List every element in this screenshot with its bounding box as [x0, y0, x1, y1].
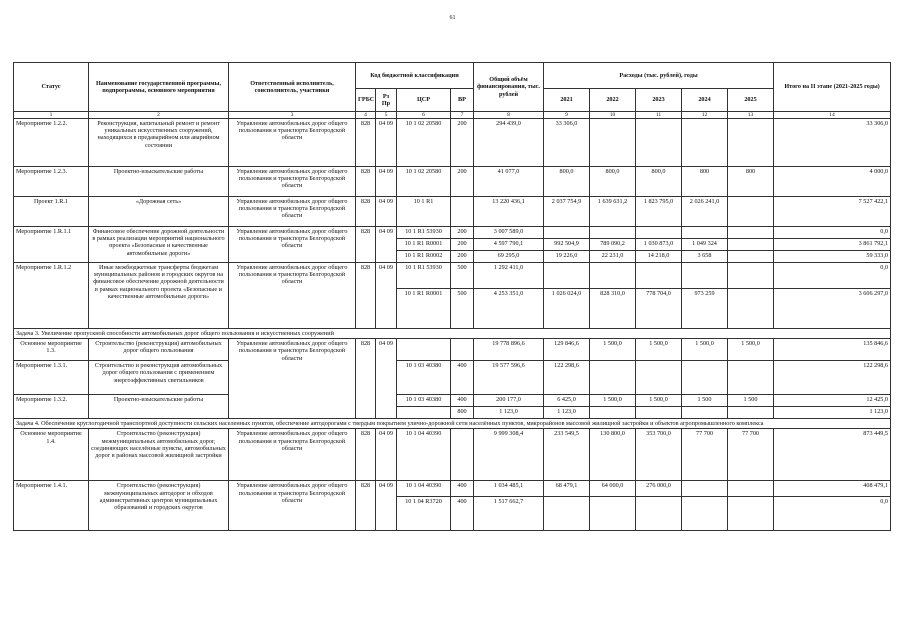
y2021-cell: 33 306,0: [544, 119, 590, 167]
name-cell: Строительство (реконструкция) автомобильных дорог общего пользования: [89, 339, 229, 361]
y2022-cell: [590, 361, 636, 395]
y2021-cell: [544, 263, 590, 289]
rzpr-cell: 04 09: [376, 227, 397, 263]
vr-cell: 200: [451, 119, 474, 167]
y2023-cell: 353 700,0: [636, 429, 682, 481]
executor-cell: Управление автомобильных дорог общего пользования и транспорта Белгородской области: [229, 119, 356, 167]
y2022-cell: 1 639 631,2: [590, 197, 636, 227]
header-csr: ЦСР: [397, 89, 451, 112]
rzpr-cell: 04 09: [376, 429, 397, 481]
y2022-cell: 828 310,0: [590, 289, 636, 329]
name-cell: Проектно-изыскательские работы: [89, 395, 229, 419]
y2023-cell: 276 000,0: [636, 481, 682, 497]
executor-cell: Управление автомобильных дорог общего пользования и транспорта Белгородской области: [229, 227, 356, 263]
total-cell: 13 220 436,1: [474, 197, 544, 227]
y2025-cell: 1 500: [728, 395, 774, 407]
column-number: 8: [474, 112, 544, 119]
y2024-cell: 3 658: [682, 251, 728, 263]
vr-cell: 200: [451, 167, 474, 197]
executor-cell: Управление автомобильных дорог общего пользования и транспорта Белгородской области: [229, 263, 356, 329]
vr-cell: [451, 339, 474, 361]
table-row: [14, 481, 891, 497]
y2022-cell: [590, 263, 636, 289]
csr-cell: 10 1 04 R3720: [397, 497, 451, 531]
table-row: [14, 395, 891, 407]
table-row: [14, 119, 891, 167]
vr-cell: 500: [451, 289, 474, 329]
status-cell: Мероприятие 1.2.3.: [14, 167, 89, 197]
name-cell: Иные межбюджетные трансферты бюджетам муниципальных районов и городских округов на финансовое обеспечение дорожной деятельности в рамках национального проекта «Безопасные и качественные автомобильные дороги»: [89, 263, 229, 329]
y2021-cell: 68 479,1: [544, 481, 590, 497]
y2022-cell: [590, 119, 636, 167]
column-number: 12: [682, 112, 728, 119]
y2025-cell: [728, 239, 774, 251]
header-budget-code: Код бюджетной классификации: [356, 63, 474, 89]
name-cell: Строительство и реконструкция автомобильных дорог общего пользования с применением энергоэффективных светильников: [89, 361, 229, 395]
task-row: [14, 419, 891, 429]
y2021-cell: [544, 497, 590, 531]
y2023-cell: [636, 361, 682, 395]
total-cell: 1 123,0: [474, 407, 544, 419]
itogo-cell: 59 333,0: [774, 251, 891, 263]
header-vr: ВР: [451, 89, 474, 112]
y2024-cell: [682, 407, 728, 419]
grbs-cell: 828: [356, 429, 376, 481]
y2025-cell: [728, 251, 774, 263]
itogo-cell: 4 000,0: [774, 167, 891, 197]
column-numbers-row: [14, 112, 891, 119]
grbs-cell: 828: [356, 167, 376, 197]
y2023-cell: 14 218,0: [636, 251, 682, 263]
y2025-cell: [728, 119, 774, 167]
y2025-cell: [728, 289, 774, 329]
y2024-cell: 2 026 241,0: [682, 197, 728, 227]
total-cell: 9 999 308,4: [474, 429, 544, 481]
y2023-cell: [636, 407, 682, 419]
y2025-cell: [728, 497, 774, 531]
column-number: 14: [774, 112, 891, 119]
y2021-cell: 800,0: [544, 167, 590, 197]
name-cell: Строительство (реконструкция) межмуниципальных автомобильных дорог, соединяющих населённые пункты, автомобильных дорог в районах массовой жилищной застройки: [89, 429, 229, 481]
header-expenses: Расходы (тыс. рублей), годы: [544, 63, 774, 89]
y2024-cell: 1 500: [682, 395, 728, 407]
task-3-heading: Задача 3. Увеличение пропускной способности автомобильных дорог общего пользования и искусственных сооружений: [14, 329, 891, 339]
itogo-cell: 0,0: [774, 227, 891, 239]
grbs-cell: 828: [356, 481, 376, 531]
grbs-cell: 828: [356, 263, 376, 329]
y2021-cell: 1 026 024,0: [544, 289, 590, 329]
csr-cell: 10 1 R1 R0001: [397, 239, 451, 251]
rzpr-cell: 04 09: [376, 167, 397, 197]
header-year: 2025: [728, 89, 774, 112]
y2025-cell: [728, 361, 774, 395]
table-row: [14, 227, 891, 239]
executor-cell: Управление автомобильных дорог общего пользования и транспорта Белгородской области: [229, 481, 356, 531]
status-cell: Мероприятие 1.2.2.: [14, 119, 89, 167]
csr-cell: [397, 407, 451, 419]
vr-cell: 500: [451, 263, 474, 289]
vr-cell: 800: [451, 407, 474, 419]
y2023-cell: [636, 263, 682, 289]
total-cell: 3 007 589,0: [474, 227, 544, 239]
y2022-cell: 22 231,0: [590, 251, 636, 263]
name-cell: «Дорожная сеть»: [89, 197, 229, 227]
y2024-cell: [682, 481, 728, 497]
page-number: 61: [449, 15, 456, 21]
total-cell: 4 597 790,1: [474, 239, 544, 251]
y2025-cell: [728, 197, 774, 227]
y2022-cell: [590, 227, 636, 239]
y2022-cell: 1 500,0: [590, 395, 636, 407]
csr-cell: 10 1 04 40390: [397, 481, 451, 497]
itogo-cell: 873 449,5: [774, 429, 891, 481]
itogo-cell: 3 861 792,1: [774, 239, 891, 251]
vr-cell: 400: [451, 361, 474, 395]
column-number: 1: [14, 112, 89, 119]
name-cell: Финансовое обеспечение дорожной деятельности в рамках реализации мероприятий национального проекта «Безопасные и качественные автомобильные дороги»: [89, 227, 229, 263]
name-cell: Проектно-изыскательские работы: [89, 167, 229, 197]
financing-table: [13, 62, 891, 531]
itogo-cell: 0,0: [774, 263, 891, 289]
column-number: 3: [229, 112, 356, 119]
vr-cell: [451, 429, 474, 481]
header-year: 2023: [636, 89, 682, 112]
vr-cell: 200: [451, 227, 474, 239]
itogo-cell: 33 306,0: [774, 119, 891, 167]
rzpr-cell: 04 09: [376, 339, 397, 419]
y2021-cell: 1 123,0: [544, 407, 590, 419]
y2023-cell: [636, 227, 682, 239]
y2024-cell: 973 259: [682, 289, 728, 329]
y2023-cell: [636, 119, 682, 167]
header-executor: Ответственный исполнитель, соисполнитель, участники: [229, 63, 356, 112]
rzpr-cell: 04 09: [376, 119, 397, 167]
vr-cell: 200: [451, 251, 474, 263]
y2021-cell: 19 226,0: [544, 251, 590, 263]
status-cell: Мероприятие 1.3.1.: [14, 361, 89, 395]
executor-cell: Управление автомобильных дорог общего пользования и транспорта Белгородской области: [229, 167, 356, 197]
status-cell: Основное мероприятие 1.4.: [14, 429, 89, 481]
y2023-cell: [636, 497, 682, 531]
grbs-cell: 828: [356, 197, 376, 227]
y2021-cell: 122 298,6: [544, 361, 590, 395]
grbs-cell: 828: [356, 339, 376, 419]
y2025-cell: [728, 481, 774, 497]
rzpr-cell: 04 09: [376, 197, 397, 227]
header-year: 2024: [682, 89, 728, 112]
header-row-1: [14, 63, 891, 89]
grbs-cell: 828: [356, 119, 376, 167]
table-row: [14, 339, 891, 361]
y2021-cell: 233 549,5: [544, 429, 590, 481]
y2022-cell: 1 500,0: [590, 339, 636, 361]
csr-cell: 10 1 R1 R0002: [397, 251, 451, 263]
csr-cell: [397, 339, 451, 361]
column-number: 6: [397, 112, 451, 119]
y2025-cell: [728, 227, 774, 239]
y2022-cell: 800,0: [590, 167, 636, 197]
y2025-cell: [728, 407, 774, 419]
total-cell: 19 577 596,6: [474, 361, 544, 395]
header-year: 2021: [544, 89, 590, 112]
table-row: [14, 167, 891, 197]
y2023-cell: 1 500,0: [636, 395, 682, 407]
rzpr-cell: 04 09: [376, 263, 397, 329]
task-4-heading: Задача 4. Обеспечение круглогодичной транспортной доступности сельских населенных пунктов, обеспечение автодорогами с твердым покрытием улично-дорожной сети населённых пунктов, микрорайонов массовой жилищной застройки и объектов агропромышленного комплекса: [14, 419, 891, 429]
header-status: Статус: [14, 63, 89, 112]
executor-cell: Управление автомобильных дорог общего пользования и транспорта Белгородской области: [229, 429, 356, 481]
y2025-cell: 800: [728, 167, 774, 197]
task-row: [14, 329, 891, 339]
total-cell: 4 253 351,0: [474, 289, 544, 329]
y2022-cell: 130 800,0: [590, 429, 636, 481]
y2022-cell: 789 090,2: [590, 239, 636, 251]
column-number: 13: [728, 112, 774, 119]
csr-cell: 10 1 R1 R0001: [397, 289, 451, 329]
y2024-cell: 1 049 324: [682, 239, 728, 251]
y2022-cell: [590, 497, 636, 531]
table-row: [14, 361, 891, 395]
csr-cell: 10 1 03 40380: [397, 395, 451, 407]
total-cell: 69 295,0: [474, 251, 544, 263]
y2022-cell: 64 000,0: [590, 481, 636, 497]
name-cell: Реконструкция, капитальный ремонт и ремонт уникальных искусственных сооружений, находящихся в предаварийном или аварийном состоянии: [89, 119, 229, 167]
total-cell: 1 034 485,1: [474, 481, 544, 497]
csr-cell: 10 1 R1: [397, 197, 451, 227]
csr-cell: 10 1 R1 53930: [397, 227, 451, 239]
column-number: 4: [356, 112, 376, 119]
y2024-cell: [682, 263, 728, 289]
status-cell: Мероприятие 1.R.1.1: [14, 227, 89, 263]
vr-cell: 400: [451, 497, 474, 531]
y2025-cell: 77 700: [728, 429, 774, 481]
column-number: 10: [590, 112, 636, 119]
y2024-cell: 77 700: [682, 429, 728, 481]
csr-cell: 10 1 R1 53930: [397, 263, 451, 289]
itogo-cell: 12 425,0: [774, 395, 891, 407]
y2024-cell: [682, 227, 728, 239]
executor-cell: Управление автомобильных дорог общего пользования и транспорта Белгородской области: [229, 339, 356, 419]
itogo-cell: 1 123,0: [774, 407, 891, 419]
total-cell: 200 177,0: [474, 395, 544, 407]
header-name: Наименование государственной программы, подпрограммы, основного мероприятия: [89, 63, 229, 112]
status-cell: Мероприятие 1.4.1.: [14, 481, 89, 531]
table-row: [14, 197, 891, 227]
y2025-cell: [728, 263, 774, 289]
y2021-cell: 992 504,9: [544, 239, 590, 251]
itogo-cell: 0,0: [774, 497, 891, 531]
y2023-cell: 1 823 795,0: [636, 197, 682, 227]
total-cell: 1 292 411,0: [474, 263, 544, 289]
column-number: 5: [376, 112, 397, 119]
status-cell: Проект 1.R.1: [14, 197, 89, 227]
table-row: [14, 429, 891, 481]
header-year: 2022: [590, 89, 636, 112]
y2021-cell: 6 425,0: [544, 395, 590, 407]
y2025-cell: 1 500,0: [728, 339, 774, 361]
column-number: 9: [544, 112, 590, 119]
y2023-cell: 1 030 873,0: [636, 239, 682, 251]
status-cell: Основное мероприятие 1.3.: [14, 339, 89, 361]
y2024-cell: [682, 361, 728, 395]
csr-cell: 10 1 02 20580: [397, 119, 451, 167]
executor-cell: Управление автомобильных дорог общего пользования и транспорта Белгородской области: [229, 197, 356, 227]
header-total: Общий объём финансирования, тыс. рублей: [474, 63, 544, 112]
total-cell: 19 778 896,6: [474, 339, 544, 361]
status-cell: Мероприятие 1.R.1.2: [14, 263, 89, 329]
csr-cell: 10 1 02 20580: [397, 167, 451, 197]
vr-cell: 200: [451, 239, 474, 251]
itogo-cell: 7 527 422,1: [774, 197, 891, 227]
vr-cell: 400: [451, 395, 474, 407]
y2021-cell: [544, 227, 590, 239]
vr-cell: 400: [451, 481, 474, 497]
itogo-cell: 408 479,1: [774, 481, 891, 497]
total-cell: 41 077,0: [474, 167, 544, 197]
total-cell: 1 517 662,7: [474, 497, 544, 531]
status-cell: Мероприятие 1.3.2.: [14, 395, 89, 419]
y2024-cell: 800: [682, 167, 728, 197]
vr-cell: [451, 197, 474, 227]
column-number: 2: [89, 112, 229, 119]
y2024-cell: [682, 119, 728, 167]
header-grbs: ГРБС: [356, 89, 376, 112]
rzpr-cell: 04 09: [376, 481, 397, 531]
itogo-cell: 122 298,6: [774, 361, 891, 395]
name-cell: Строительство (реконструкция) межмуниципальных автодорог и обходов административных центров муниципальных образований и городских округов: [89, 481, 229, 531]
y2023-cell: 800,0: [636, 167, 682, 197]
csr-cell: 10 1 03 40380: [397, 361, 451, 395]
y2024-cell: [682, 497, 728, 531]
header-rzpr: Рз Пр: [376, 89, 397, 112]
grbs-cell: 828: [356, 227, 376, 263]
column-number: 7: [451, 112, 474, 119]
y2024-cell: 1 500,0: [682, 339, 728, 361]
header-itogo: Итого на II этапе (2021-2025 годы): [774, 63, 891, 112]
csr-cell: 10 1 04 40390: [397, 429, 451, 481]
y2023-cell: 1 500,0: [636, 339, 682, 361]
total-cell: 294 439,0: [474, 119, 544, 167]
column-number: 11: [636, 112, 682, 119]
y2021-cell: 129 846,6: [544, 339, 590, 361]
itogo-cell: 3 606 297,0: [774, 289, 891, 329]
y2022-cell: [590, 407, 636, 419]
y2021-cell: 2 037 754,9: [544, 197, 590, 227]
y2023-cell: 778 704,0: [636, 289, 682, 329]
table-row: [14, 263, 891, 289]
itogo-cell: 135 846,6: [774, 339, 891, 361]
